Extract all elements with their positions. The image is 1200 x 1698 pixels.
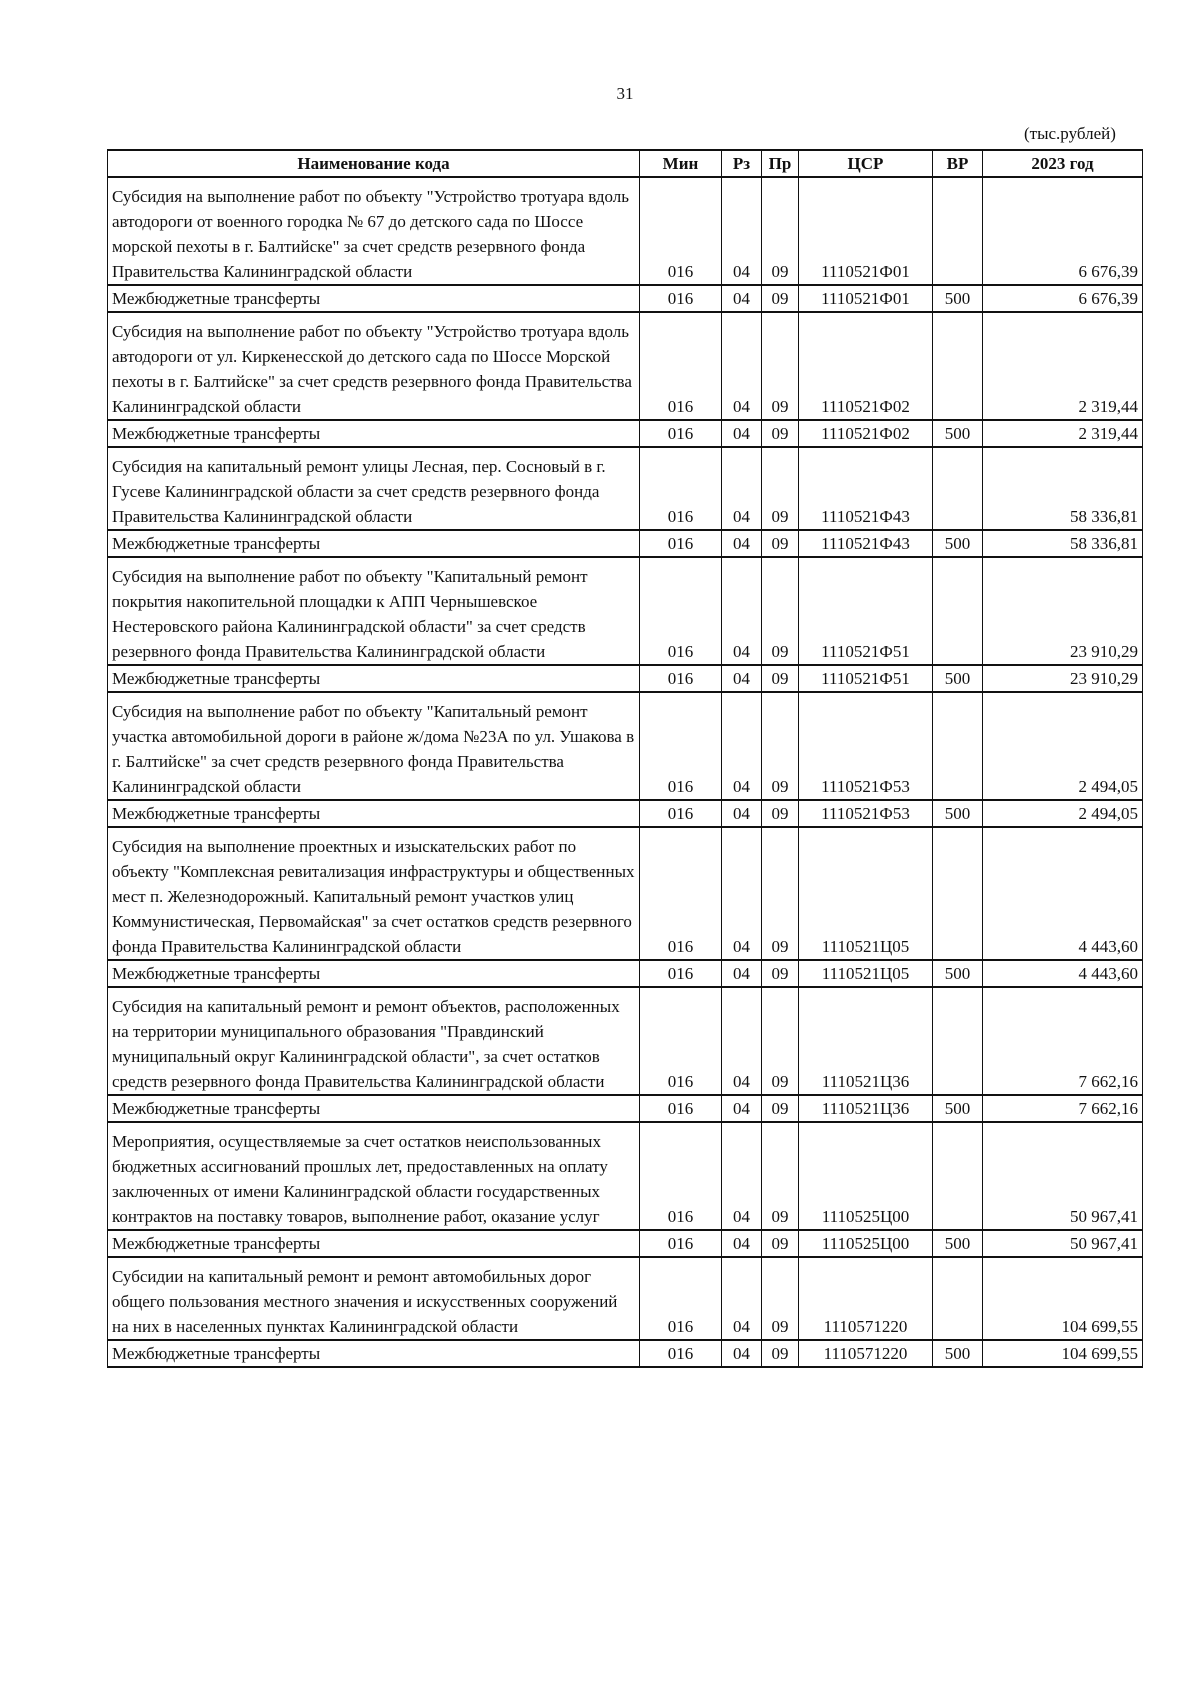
cell-name: Субсидия на капитальный ремонт улицы Лесная, пер. Сосновый в г. Гусеве Калининградской области за счет средств резервного фонда Правительства Калининградской области [108, 447, 640, 530]
cell-pr: 09 [762, 177, 799, 285]
cell-amount: 2 319,44 [983, 420, 1143, 447]
cell-min: 016 [640, 1257, 722, 1340]
cell-pr: 09 [762, 312, 799, 420]
cell-pr: 09 [762, 665, 799, 692]
cell-min: 016 [640, 800, 722, 827]
cell-amount: 7 662,16 [983, 987, 1143, 1095]
cell-name: Субсидия на выполнение работ по объекту "Устройство тротуара вдоль автодороги от ул. Киркенесской до детского сада по Шоссе Морской пехоты в г. Балтийске" за счет средств резервного фонда Правительства Калининградской области [108, 312, 640, 420]
table-row [108, 420, 1143, 447]
budget-table [107, 149, 1143, 1368]
cell-vr [933, 827, 983, 960]
cell-vr [933, 1257, 983, 1340]
cell-csr: 1110521Ц05 [799, 827, 933, 960]
table-row [108, 312, 1143, 420]
cell-min: 016 [640, 827, 722, 960]
cell-min: 016 [640, 1340, 722, 1367]
cell-amount: 104 699,55 [983, 1340, 1143, 1367]
cell-pr: 09 [762, 800, 799, 827]
cell-amount: 2 319,44 [983, 312, 1143, 420]
cell-min: 016 [640, 557, 722, 665]
cell-rz: 04 [722, 800, 762, 827]
cell-name: Субсидии на капитальный ремонт и ремонт автомобильных дорог общего пользования местного значения и искусственных сооружений на них в населенных пунктах Калининградской области [108, 1257, 640, 1340]
table-row [108, 530, 1143, 557]
cell-amount: 6 676,39 [983, 177, 1143, 285]
table-row [108, 1257, 1143, 1340]
cell-csr: 1110521Ф02 [799, 312, 933, 420]
cell-rz: 04 [722, 987, 762, 1095]
table-row [108, 1230, 1143, 1257]
cell-pr: 09 [762, 987, 799, 1095]
cell-rz: 04 [722, 530, 762, 557]
cell-min: 016 [640, 665, 722, 692]
cell-pr: 09 [762, 1230, 799, 1257]
header-min: Мин [640, 150, 722, 177]
cell-name: Межбюджетные трансферты [108, 665, 640, 692]
cell-csr: 1110571220 [799, 1340, 933, 1367]
cell-vr: 500 [933, 420, 983, 447]
cell-pr: 09 [762, 420, 799, 447]
cell-csr: 1110521Ф02 [799, 420, 933, 447]
cell-min: 016 [640, 1230, 722, 1257]
cell-amount: 6 676,39 [983, 285, 1143, 312]
cell-amount: 58 336,81 [983, 447, 1143, 530]
cell-pr: 09 [762, 285, 799, 312]
table-row [108, 692, 1143, 800]
cell-csr: 1110521Ф43 [799, 447, 933, 530]
cell-name: Субсидия на капитальный ремонт и ремонт объектов, расположенных на территории муниципального образования "Правдинский муниципальный округ Калининградской области", за счет остатков средств резервного фонда Правительства Калининградской области [108, 987, 640, 1095]
cell-pr: 09 [762, 827, 799, 960]
cell-amount: 2 494,05 [983, 692, 1143, 800]
cell-pr: 09 [762, 1095, 799, 1122]
cell-name: Межбюджетные трансферты [108, 1340, 640, 1367]
cell-rz: 04 [722, 1122, 762, 1230]
cell-pr: 09 [762, 1340, 799, 1367]
cell-rz: 04 [722, 312, 762, 420]
cell-vr [933, 447, 983, 530]
cell-rz: 04 [722, 557, 762, 665]
cell-vr [933, 177, 983, 285]
cell-amount: 23 910,29 [983, 665, 1143, 692]
table-row [108, 1095, 1143, 1122]
header-pr: Пр [762, 150, 799, 177]
cell-pr: 09 [762, 1122, 799, 1230]
cell-rz: 04 [722, 692, 762, 800]
cell-amount: 50 967,41 [983, 1230, 1143, 1257]
table-row [108, 285, 1143, 312]
cell-name: Межбюджетные трансферты [108, 530, 640, 557]
cell-name: Межбюджетные трансферты [108, 420, 640, 447]
cell-amount: 7 662,16 [983, 1095, 1143, 1122]
cell-amount: 50 967,41 [983, 1122, 1143, 1230]
cell-csr: 1110521Ф51 [799, 665, 933, 692]
cell-amount: 104 699,55 [983, 1257, 1143, 1340]
cell-csr: 1110521Ц05 [799, 960, 933, 987]
cell-rz: 04 [722, 285, 762, 312]
cell-csr: 1110525Ц00 [799, 1230, 933, 1257]
cell-pr: 09 [762, 960, 799, 987]
cell-amount: 58 336,81 [983, 530, 1143, 557]
table-header-row [108, 150, 1143, 177]
cell-pr: 09 [762, 692, 799, 800]
cell-name: Межбюджетные трансферты [108, 1230, 640, 1257]
cell-name: Субсидия на выполнение работ по объекту "Устройство тротуара вдоль автодороги от военного городка № 67 до детского сада по Шоссе морской пехоты в г. Балтийске" за счет средств резервного фонда Правительства Калининградской области [108, 177, 640, 285]
cell-rz: 04 [722, 1230, 762, 1257]
cell-csr: 1110521Ф53 [799, 692, 933, 800]
cell-rz: 04 [722, 960, 762, 987]
cell-rz: 04 [722, 1340, 762, 1367]
cell-csr: 1110521Ф01 [799, 285, 933, 312]
cell-min: 016 [640, 1122, 722, 1230]
cell-pr: 09 [762, 530, 799, 557]
cell-pr: 09 [762, 557, 799, 665]
cell-name: Межбюджетные трансферты [108, 285, 640, 312]
table-row [108, 177, 1143, 285]
cell-min: 016 [640, 692, 722, 800]
cell-vr [933, 312, 983, 420]
cell-rz: 04 [722, 827, 762, 960]
cell-csr: 1110525Ц00 [799, 1122, 933, 1230]
table-row [108, 557, 1143, 665]
table-row [108, 1122, 1143, 1230]
cell-amount: 23 910,29 [983, 557, 1143, 665]
cell-name: Межбюджетные трансферты [108, 1095, 640, 1122]
cell-csr: 1110521Ц36 [799, 1095, 933, 1122]
cell-vr: 500 [933, 1230, 983, 1257]
cell-pr: 09 [762, 447, 799, 530]
cell-pr: 09 [762, 1257, 799, 1340]
table-row [108, 800, 1143, 827]
table-row [108, 447, 1143, 530]
cell-vr: 500 [933, 1340, 983, 1367]
cell-vr: 500 [933, 1095, 983, 1122]
cell-rz: 04 [722, 1257, 762, 1340]
cell-vr [933, 692, 983, 800]
cell-min: 016 [640, 530, 722, 557]
cell-rz: 04 [722, 420, 762, 447]
cell-vr: 500 [933, 285, 983, 312]
cell-csr: 1110521Ф53 [799, 800, 933, 827]
cell-amount: 4 443,60 [983, 827, 1143, 960]
cell-min: 016 [640, 447, 722, 530]
header-name: Наименование кода [108, 150, 640, 177]
cell-amount: 2 494,05 [983, 800, 1143, 827]
cell-csr: 1110521Ф43 [799, 530, 933, 557]
cell-name: Мероприятия, осуществляемые за счет остатков неиспользованных бюджетных ассигнований прошлых лет, предоставленных на оплату заключенных от имени Калининградской области государственных контрактов на поставку товаров, выполнение работ, оказание услуг [108, 1122, 640, 1230]
cell-csr: 1110521Ф51 [799, 557, 933, 665]
cell-vr: 500 [933, 665, 983, 692]
cell-csr: 1110521Ф01 [799, 177, 933, 285]
cell-name: Межбюджетные трансферты [108, 960, 640, 987]
page-number: 31 [616, 84, 634, 103]
cell-vr: 500 [933, 800, 983, 827]
cell-csr: 1110521Ц36 [799, 987, 933, 1095]
cell-rz: 04 [722, 665, 762, 692]
table-row [108, 987, 1143, 1095]
cell-rz: 04 [722, 447, 762, 530]
cell-min: 016 [640, 960, 722, 987]
cell-rz: 04 [722, 1095, 762, 1122]
cell-name: Межбюджетные трансферты [108, 800, 640, 827]
cell-vr: 500 [933, 960, 983, 987]
cell-amount: 4 443,60 [983, 960, 1143, 987]
cell-vr [933, 987, 983, 1095]
cell-vr [933, 1122, 983, 1230]
cell-min: 016 [640, 285, 722, 312]
cell-csr: 1110571220 [799, 1257, 933, 1340]
unit-note: (тыс.рублей) [1024, 124, 1116, 143]
header-vr: ВР [933, 150, 983, 177]
table-row [108, 827, 1143, 960]
table-row [108, 1340, 1143, 1367]
header-csr: ЦСР [799, 150, 933, 177]
cell-min: 016 [640, 312, 722, 420]
cell-min: 016 [640, 420, 722, 447]
cell-vr: 500 [933, 530, 983, 557]
cell-name: Субсидия на выполнение работ по объекту "Капитальный ремонт покрытия накопительной площадки к АПП Чернышевское Нестеровского района Калининградской области" за счет средств резервного фонда Правительства Калининградской области [108, 557, 640, 665]
cell-min: 016 [640, 177, 722, 285]
header-year: 2023 год [983, 150, 1143, 177]
cell-name: Субсидия на выполнение работ по объекту "Капитальный ремонт участка автомобильной дороги в районе ж/дома №23А по ул. Ушакова в г. Балтийске" за счет средств резервного фонда Правительства Калининградской области [108, 692, 640, 800]
table-row [108, 960, 1143, 987]
cell-min: 016 [640, 1095, 722, 1122]
cell-name: Субсидия на выполнение проектных и изыскательских работ по объекту "Комплексная ревитализация инфраструктуры и общественных мест п. Железнодорожный. Капитальный ремонт участков улиц Коммунистическая, Первомайская" за счет остатков средств резервного фонда Правительства Калининградской области [108, 827, 640, 960]
cell-min: 016 [640, 987, 722, 1095]
table-body [108, 177, 1143, 1367]
header-rz: Рз [722, 150, 762, 177]
cell-vr [933, 557, 983, 665]
table-row [108, 665, 1143, 692]
cell-rz: 04 [722, 177, 762, 285]
